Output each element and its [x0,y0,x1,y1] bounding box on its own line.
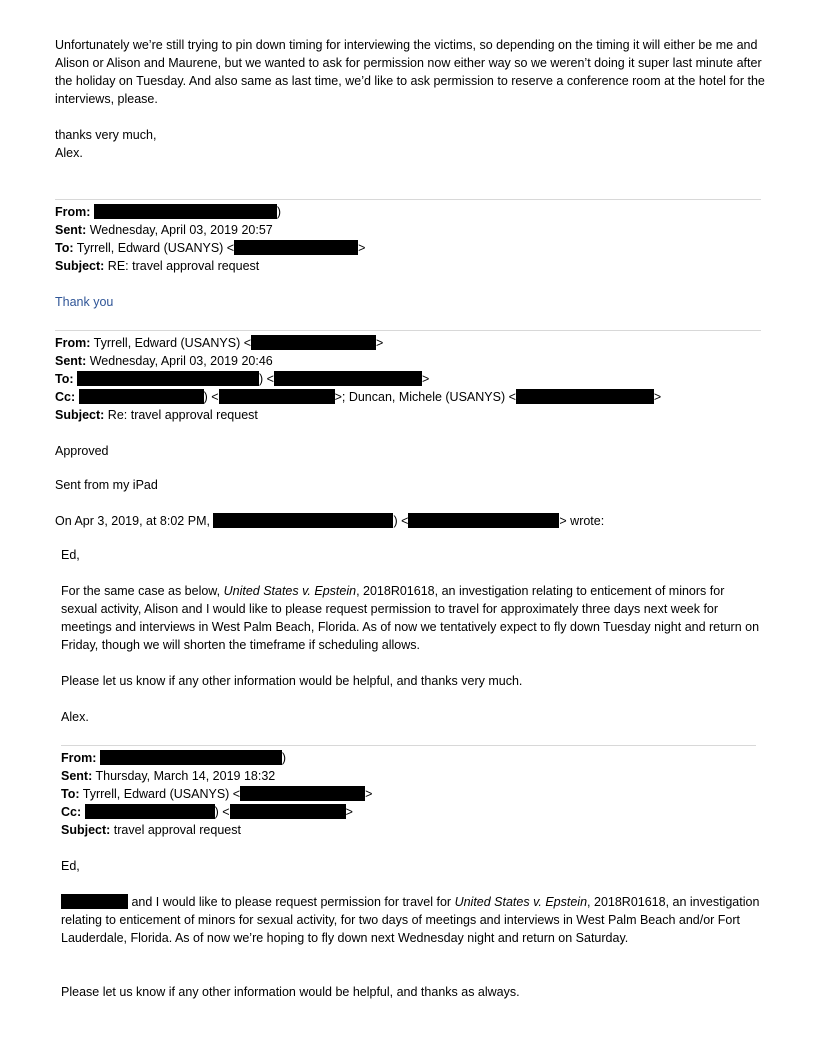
email1-sent-line [55,221,273,239]
from-tail: ) [281,751,287,765]
email3-p1-a: and I would like to please request permission for travel for [128,895,455,909]
cc-tail: > [653,390,662,404]
case-name: United States v. Epstein [223,584,357,598]
email3-from-line [61,749,286,767]
sent-date: Wednesday, April 03, 2019 20:46 [89,354,273,368]
from-label: From: [55,336,91,350]
email3-sent-line [61,767,275,785]
sent-label: Sent: [61,769,93,783]
email3-subject-line [61,821,241,839]
email2-quote-line [55,512,604,530]
sent-label: Sent: [55,223,87,237]
quoted-paragraph-1 [61,582,761,654]
redaction-box [213,513,393,528]
intro-signature: Alex. [55,146,83,160]
from-sender: Tyrrell, Edward (USANYS) < [93,336,252,350]
email1-from-line [55,203,281,221]
email3-to-line [61,785,372,803]
sent-date: Thursday, March 14, 2019 18:32 [95,769,276,783]
subject-text: travel approval request [113,823,241,837]
email1-subject-line [55,257,259,275]
email3-paragraph-2: Please let us know if any other information would be helpful, and thanks as always. [61,985,520,999]
redaction-box [100,750,282,765]
subject-label: Subject: [55,408,105,422]
to-recipient: Tyrrell, Edward (USANYS) < [76,241,235,255]
from-tail: ) [276,205,282,219]
redaction-box [79,389,204,404]
redaction-box [516,389,654,404]
email2-to-line [55,370,429,388]
intro-paragraph: Unfortunately we’re still trying to pin down timing for interviewing the victims, so depending on the timing it will either be me and Alison or Alison and Maurene, but we wanted to ask for permission now either way so we weren’t doing it super last minute after the holiday on Tuesday. And also same as last time, we’d like to ask permission to reserve a conference room at the hotel for the interviews, please. [55,38,765,106]
cc-mid2: >; Duncan, Michele (USANYS) < [334,390,516,404]
to-tail: > [365,787,373,801]
email2-device-note: Sent from my iPad [55,478,158,492]
cc-label: Cc: [55,390,76,404]
to-tail: > [421,372,430,386]
redaction-box [230,804,346,819]
case-name: United States v. Epstein [454,895,588,909]
to-mid: ) < [259,372,274,386]
subject-label: Subject: [55,259,105,273]
quoted-paragraph-2: Please let us know if any other information would be helpful, and thanks very much. [61,674,523,688]
quote-prefix: On Apr 3, 2019, at 8:02 PM, [55,514,210,528]
redaction-box [77,371,259,386]
email2-body: Approved [55,444,109,458]
separator-line [55,199,761,200]
subject-label: Subject: [61,823,111,837]
from-label: From: [61,751,97,765]
email1-body: Thank you [55,295,114,309]
email3-cc-line [61,803,353,821]
email3-paragraph-1 [61,893,761,947]
redaction-box [240,786,365,801]
subject-text: RE: travel approval request [107,259,260,273]
redaction-box [251,335,376,350]
email2-from-line [55,334,383,352]
email2-subject-line [55,406,258,424]
email3-p1-b: , 2018R01618, an investigation relating to enticement of minors for sexual activity, for two days of meetings and interviews in West Palm Beach and/or Fort Lauderdale, Florida. As of now we’re hoping to fly down next Wednesday night and return on Saturday. [61,895,760,945]
to-label: To: [61,787,80,801]
cc-mid: ) < [214,805,230,819]
redaction-box [61,894,128,909]
redaction-box [219,389,335,404]
quote-mid: ) < [393,514,409,528]
to-recipient: Tyrrell, Edward (USANYS) < [82,787,241,801]
email1-to-line [55,239,365,257]
subject-text: Re: travel approval request [107,408,258,422]
redaction-box [408,513,559,528]
cc-tail: > [345,805,353,819]
quoted-greeting: Ed, [61,548,80,562]
intro-signoff: thanks very much, [55,128,157,142]
to-label: To: [55,241,74,255]
sent-label: Sent: [55,354,87,368]
separator-line [61,745,756,746]
from-label: From: [55,205,91,219]
redaction-box [234,240,358,255]
to-tail: > [358,241,366,255]
quoted-p1-b: , 2018R01618, an investigation relating to enticement of minors for sexual activity, Alison and I would like to please request permission to travel for approximately three days next week for meetings and interviews in West Palm Beach, Florida. As of now we tentatively expect to fly down Tuesday night and return on Friday, though we will shorten the timeframe if scheduling allows. [61,584,760,652]
separator-line [55,330,761,331]
quoted-signature: Alex. [61,710,89,724]
quote-tail: > wrote: [559,514,605,528]
cc-label: Cc: [61,805,82,819]
cc-mid: ) < [203,390,219,404]
quoted-p1-a: For the same case as below, [61,584,224,598]
email2-sent-line [55,352,273,370]
email2-cc-line [55,388,661,406]
redaction-box [94,204,277,219]
redaction-box [274,371,422,386]
sent-date: Wednesday, April 03, 2019 20:57 [89,223,273,237]
redaction-box [85,804,215,819]
to-label: To: [55,372,74,386]
from-tail: > [376,336,384,350]
email3-greeting: Ed, [61,859,80,873]
